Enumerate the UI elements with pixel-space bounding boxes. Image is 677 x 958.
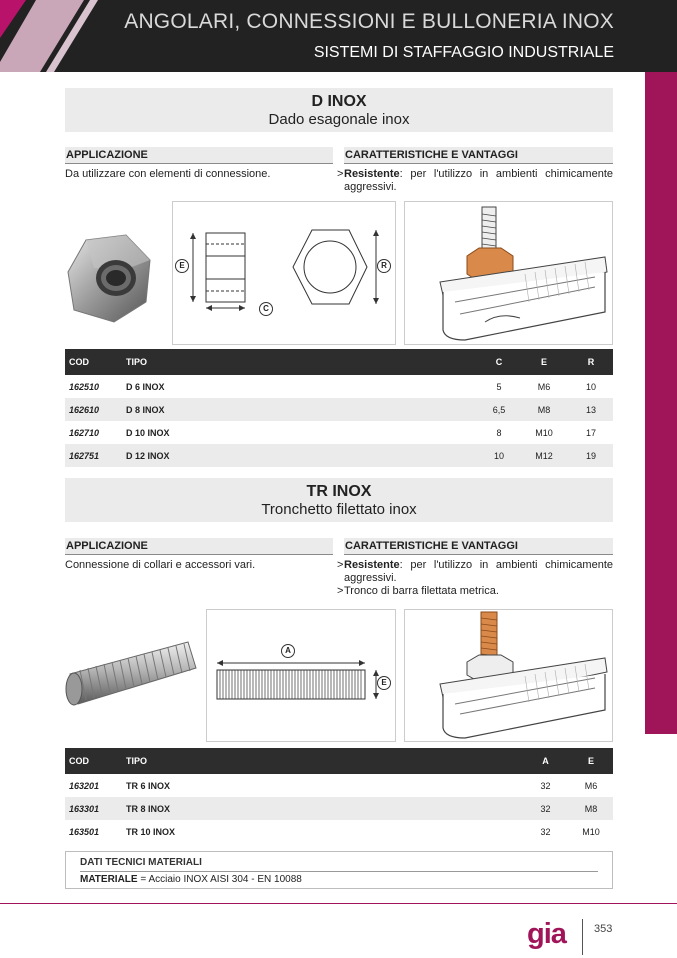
gia-logo: gia	[527, 918, 566, 950]
material-info: MATERIALE = Acciaio INOX AISI 304 - EN 10088	[80, 874, 302, 885]
page-number: 353	[594, 923, 613, 935]
logo-separator	[582, 919, 583, 955]
col-header-cod: COD	[65, 349, 122, 375]
table-row: 163201 TR 6 INOX 32 M6	[69, 780, 598, 791]
table-header-row	[65, 748, 613, 774]
header-decorative-stripes	[0, 0, 120, 72]
col-header-tipo: TIPO	[122, 349, 479, 375]
technical-data-title: DATI TECNICI MATERIALI	[80, 857, 202, 868]
side-accent-bar	[645, 72, 677, 734]
divider	[80, 871, 598, 872]
col-header-tipo: TIPO	[122, 748, 522, 774]
col-header-cod: COD	[65, 748, 122, 774]
feature-item: > Resistente: per l'utilizzo in ambienti chimicamente aggressivi.	[337, 559, 613, 584]
col-header-e: E	[569, 748, 613, 774]
product-description: Dado esagonale inox	[268, 111, 410, 128]
features-list	[337, 559, 613, 598]
table-header-row	[65, 349, 613, 375]
applicazione-heading: APPLICAZIONE	[65, 147, 333, 164]
dim-label-r: R	[377, 259, 391, 273]
nut-technical-drawing	[172, 201, 396, 345]
features-list	[337, 168, 613, 194]
table-row: 163301 TR 8 INOX 32 M8	[65, 797, 613, 820]
nut-application-image	[404, 201, 613, 345]
rod-application-image	[404, 609, 613, 742]
tr-inox-table	[65, 748, 613, 843]
col-header-r: R	[569, 349, 613, 375]
page-header	[0, 0, 677, 72]
product-name: D INOX	[311, 93, 367, 110]
dim-label-e: E	[175, 259, 189, 273]
table-row: 162510 D 6 INOX 5 M6 10	[69, 381, 596, 392]
table-row: 162610 D 8 INOX 6,5 M8 13	[65, 398, 613, 421]
caratteristiche-heading: CARATTERISTICHE E VANTAGGI	[344, 147, 613, 164]
product-title-tr-inox	[65, 478, 613, 522]
technical-data-box	[65, 851, 613, 889]
header-subtitle: SISTEMI DI STAFFAGGIO INDUSTRIALE	[313, 44, 614, 61]
product-description: Tronchetto filettato inox	[261, 501, 417, 518]
dim-label-a: A	[281, 644, 295, 658]
table-row: 163501 TR 10 INOX 32 M10	[69, 826, 600, 837]
header-title: ANGOLARI, CONNESSIONI E BULLONERIA INOX	[124, 10, 614, 33]
caratteristiche-heading: CARATTERISTICHE E VANTAGGI	[344, 538, 613, 555]
dim-label-c: C	[259, 302, 273, 316]
footer-divider	[0, 903, 677, 904]
rod-technical-drawing	[206, 609, 396, 742]
applicazione-heading: APPLICAZIONE	[65, 538, 333, 555]
col-header-e: E	[519, 349, 569, 375]
col-header-a: A	[522, 748, 569, 774]
applicazione-text: Connessione di collari e accessori vari.	[65, 559, 256, 571]
dim-label-e: E	[377, 676, 391, 690]
table-row: 162751 D 12 INOX 10 M12 19	[65, 444, 613, 467]
product-title-d-inox	[65, 88, 613, 132]
threaded-rod-photo	[60, 634, 200, 714]
applicazione-text: Da utilizzare con elementi di connessione.	[65, 168, 271, 180]
feature-item: > Resistente: per l'utilizzo in ambienti chimicamente aggressivi.	[337, 168, 613, 193]
col-header-c: C	[479, 349, 519, 375]
feature-item: > Tronco di barra filettata metrica.	[337, 585, 499, 597]
hex-nut-photo	[64, 230, 154, 330]
product-name: TR INOX	[306, 483, 372, 500]
d-inox-table	[65, 349, 613, 467]
table-row: 162710 D 10 INOX 8 M10 17	[69, 427, 596, 438]
